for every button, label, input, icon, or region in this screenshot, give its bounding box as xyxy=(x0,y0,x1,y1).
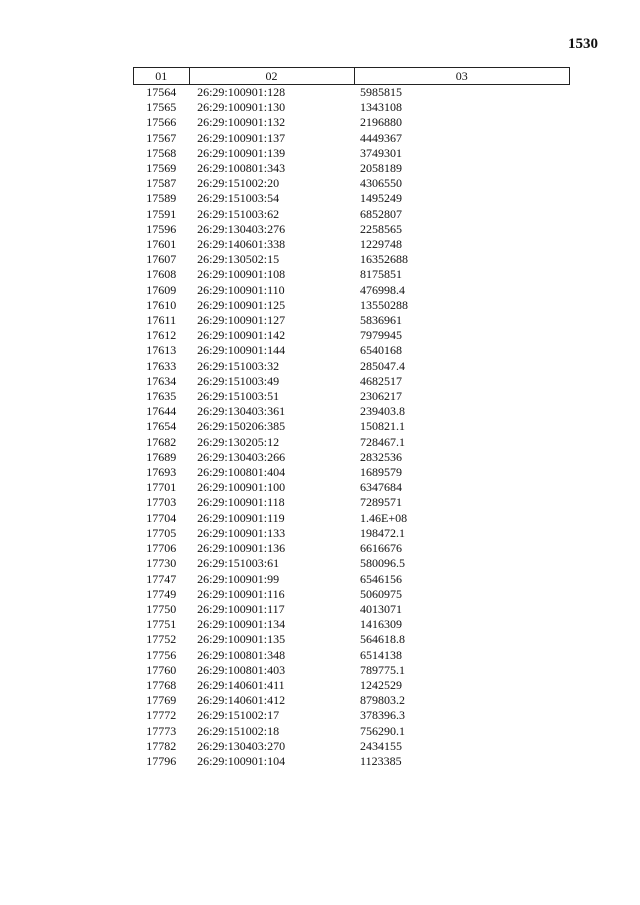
cell-id: 17749 xyxy=(146,586,177,601)
cell-value: 239403.8 xyxy=(360,404,406,419)
table-row xyxy=(134,298,570,313)
cell-value: 2832536 xyxy=(360,449,403,464)
cell-cadastral-number: 26:29:151002:18 xyxy=(197,723,280,738)
cell-id: 17591 xyxy=(146,206,177,221)
cell-id: 17633 xyxy=(146,358,177,373)
cell-id: 17689 xyxy=(146,449,177,464)
cell-value: 5985815 xyxy=(360,85,403,99)
cell-cadastral-number: 26:29:151002:20 xyxy=(197,176,280,191)
cell-id: 17612 xyxy=(146,328,177,343)
cell-value: 3749301 xyxy=(360,145,403,160)
table-row xyxy=(134,131,570,146)
table-row xyxy=(134,374,570,389)
cell-id: 17567 xyxy=(146,130,177,145)
cell-cadastral-number: 26:29:100901:117 xyxy=(197,601,285,616)
cell-value: 6514138 xyxy=(360,647,403,662)
table-row xyxy=(134,146,570,161)
cell-cadastral-number: 26:29:130403:266 xyxy=(197,449,286,464)
cell-id: 17607 xyxy=(146,252,177,267)
cell-value: 1343108 xyxy=(360,100,403,115)
cell-id: 17750 xyxy=(146,601,177,616)
table-row xyxy=(134,511,570,526)
cell-value: 198472.1 xyxy=(360,525,406,540)
table-row xyxy=(134,480,570,495)
table-row xyxy=(134,541,570,556)
cell-value: 7289571 xyxy=(360,495,403,510)
cell-value: 1229748 xyxy=(360,237,403,252)
table-row xyxy=(134,283,570,298)
cell-cadastral-number: 26:29:100901:108 xyxy=(197,267,286,282)
table-row xyxy=(134,739,570,754)
cell-value: 789775.1 xyxy=(360,662,406,677)
cell-value: 1495249 xyxy=(360,191,403,206)
cell-value: 8175851 xyxy=(360,267,403,282)
cell-id: 17756 xyxy=(146,647,177,662)
cell-cadastral-number: 26:29:100801:404 xyxy=(197,465,286,480)
cell-cadastral-number: 26:29:100901:119 xyxy=(197,510,285,525)
cell-id: 17610 xyxy=(146,297,177,312)
table-row xyxy=(134,222,570,237)
table-row xyxy=(134,465,570,480)
cell-cadastral-number: 26:29:100801:348 xyxy=(197,647,286,662)
cell-id: 17682 xyxy=(146,434,177,449)
cell-id: 17596 xyxy=(146,221,177,236)
cell-value: 5836961 xyxy=(360,313,403,328)
cell-value: 150821.1 xyxy=(360,419,406,434)
table-row xyxy=(134,587,570,602)
cell-value: 5060975 xyxy=(360,586,403,601)
data-table xyxy=(133,67,570,769)
cell-id: 17634 xyxy=(146,373,177,388)
cell-id: 17760 xyxy=(146,662,177,677)
table-row xyxy=(134,648,570,663)
cell-id: 17706 xyxy=(146,541,177,556)
cell-value: 756290.1 xyxy=(360,723,406,738)
cell-value: 2258565 xyxy=(360,221,403,236)
cell-value: 6540168 xyxy=(360,343,403,358)
cell-value: 6852807 xyxy=(360,206,403,221)
table-row xyxy=(134,161,570,176)
table-row xyxy=(134,85,570,101)
cell-id: 17701 xyxy=(146,480,177,495)
table-row xyxy=(134,313,570,328)
cell-value: 879803.2 xyxy=(360,693,406,708)
cell-id: 17601 xyxy=(146,237,177,252)
cell-cadastral-number: 26:29:100901:99 xyxy=(197,571,280,586)
cell-cadastral-number: 26:29:140601:411 xyxy=(197,677,285,692)
table-row xyxy=(134,708,570,723)
cell-id: 17751 xyxy=(146,617,177,632)
cell-cadastral-number: 26:29:151003:62 xyxy=(197,206,280,221)
cell-cadastral-number: 26:29:151003:61 xyxy=(197,556,280,571)
cell-value: 580096.5 xyxy=(360,556,406,571)
cell-id: 17769 xyxy=(146,693,177,708)
cell-id: 17782 xyxy=(146,738,177,753)
cell-id: 17611 xyxy=(146,313,177,328)
cell-cadastral-number: 26:29:140601:338 xyxy=(197,237,286,252)
table-row xyxy=(134,663,570,678)
cell-cadastral-number: 26:29:100901:137 xyxy=(197,130,286,145)
cell-value: 1689579 xyxy=(360,465,403,480)
table-row xyxy=(134,724,570,739)
cell-value: 4682517 xyxy=(360,373,403,388)
cell-cadastral-number: 26:29:100901:134 xyxy=(197,617,286,632)
cell-cadastral-number: 26:29:151003:32 xyxy=(197,358,280,373)
cell-cadastral-number: 26:29:130205:12 xyxy=(197,434,280,449)
table-row xyxy=(134,359,570,374)
table-row xyxy=(134,100,570,115)
cell-cadastral-number: 26:29:150206:385 xyxy=(197,419,286,434)
table-row xyxy=(134,237,570,252)
cell-value: 16352688 xyxy=(360,252,409,267)
cell-id: 17608 xyxy=(146,267,177,282)
cell-cadastral-number: 26:29:100901:142 xyxy=(197,328,286,343)
cell-cadastral-number: 26:29:100901:139 xyxy=(197,145,286,160)
cell-cadastral-number: 26:29:100801:403 xyxy=(197,662,286,677)
cell-value: 6347684 xyxy=(360,480,403,495)
cell-value: 564618.8 xyxy=(360,632,406,647)
cell-id: 17635 xyxy=(146,389,177,404)
table-row xyxy=(134,693,570,708)
cell-id: 17609 xyxy=(146,282,177,297)
table-row xyxy=(134,419,570,434)
cell-cadastral-number: 26:29:100901:116 xyxy=(197,586,285,601)
cell-cadastral-number: 26:29:151003:54 xyxy=(197,191,280,206)
cell-cadastral-number: 26:29:100901:128 xyxy=(197,85,286,99)
cell-cadastral-number: 26:29:100901:130 xyxy=(197,100,286,115)
cell-value: 13550288 xyxy=(360,297,409,312)
table-row xyxy=(134,343,570,358)
cell-cadastral-number: 26:29:100901:100 xyxy=(197,480,286,495)
table-row xyxy=(134,252,570,267)
column-header-02: 02 xyxy=(189,68,354,85)
cell-id: 17704 xyxy=(146,510,177,525)
cell-cadastral-number: 26:29:151003:49 xyxy=(197,373,280,388)
cell-id: 17613 xyxy=(146,343,177,358)
cell-id: 17703 xyxy=(146,495,177,510)
table-row xyxy=(134,632,570,647)
cell-cadastral-number: 26:29:100901:125 xyxy=(197,297,286,312)
cell-value: 728467.1 xyxy=(360,434,406,449)
cell-id: 17768 xyxy=(146,677,177,692)
cell-value: 4449367 xyxy=(360,130,403,145)
cell-id: 17747 xyxy=(146,571,177,586)
page-number: 1530 xyxy=(568,36,598,52)
cell-id: 17569 xyxy=(146,161,177,176)
table-row xyxy=(134,328,570,343)
cell-value: 1242529 xyxy=(360,677,403,692)
table-header-row xyxy=(134,68,570,85)
table-row xyxy=(134,602,570,617)
table-row xyxy=(134,267,570,282)
cell-id: 17565 xyxy=(146,100,177,115)
cell-value: 2196880 xyxy=(360,115,403,130)
table-row xyxy=(134,389,570,404)
cell-cadastral-number: 26:29:100901:132 xyxy=(197,115,286,130)
cell-value: 7979945 xyxy=(360,328,403,343)
cell-value: 1.46E+08 xyxy=(360,510,408,525)
cell-cadastral-number: 26:29:130403:270 xyxy=(197,738,286,753)
cell-id: 17587 xyxy=(146,176,177,191)
cell-id: 17772 xyxy=(146,708,177,723)
cell-value: 1416309 xyxy=(360,617,403,632)
cell-value: 2306217 xyxy=(360,389,403,404)
table-row xyxy=(134,754,570,769)
cell-value: 1123385 xyxy=(360,753,402,768)
cell-cadastral-number: 26:29:100901:133 xyxy=(197,525,286,540)
cell-id: 17796 xyxy=(146,753,177,768)
cell-cadastral-number: 26:29:100901:104 xyxy=(197,753,286,768)
cell-id: 17654 xyxy=(146,419,177,434)
column-header-03: 03 xyxy=(354,68,569,85)
cell-cadastral-number: 26:29:130403:361 xyxy=(197,404,286,419)
cell-value: 2434155 xyxy=(360,738,403,753)
cell-id: 17644 xyxy=(146,404,177,419)
cell-id: 17566 xyxy=(146,115,177,130)
cell-cadastral-number: 26:29:100901:136 xyxy=(197,541,286,556)
table-row xyxy=(134,450,570,465)
table-row xyxy=(134,207,570,222)
cell-value: 378396.3 xyxy=(360,708,406,723)
cell-value: 6546156 xyxy=(360,571,403,586)
cell-cadastral-number: 26:29:100901:135 xyxy=(197,632,286,647)
cell-id: 17564 xyxy=(146,85,177,99)
table-row xyxy=(134,678,570,693)
cell-cadastral-number: 26:29:151003:51 xyxy=(197,389,280,404)
cell-value: 6616676 xyxy=(360,541,403,556)
cell-cadastral-number: 26:29:140601:412 xyxy=(197,693,286,708)
table-row xyxy=(134,495,570,510)
cell-id: 17693 xyxy=(146,465,177,480)
table-body xyxy=(134,85,570,770)
cell-value: 2058189 xyxy=(360,161,403,176)
cell-value: 285047.4 xyxy=(360,358,406,373)
cell-cadastral-number: 26:29:100901:144 xyxy=(197,343,286,358)
cell-id: 17752 xyxy=(146,632,177,647)
cell-cadastral-number: 26:29:100901:127 xyxy=(197,313,286,328)
cell-value: 4306550 xyxy=(360,176,403,191)
table-row xyxy=(134,404,570,419)
cell-cadastral-number: 26:29:100901:110 xyxy=(197,282,285,297)
cell-id: 17589 xyxy=(146,191,177,206)
column-header-01: 01 xyxy=(134,68,190,85)
table-row xyxy=(134,556,570,571)
table-row xyxy=(134,526,570,541)
cell-value: 476998.4 xyxy=(360,282,406,297)
table-row xyxy=(134,115,570,130)
cell-id: 17705 xyxy=(146,525,177,540)
table-row xyxy=(134,191,570,206)
cell-cadastral-number: 26:29:100901:118 xyxy=(197,495,285,510)
table-row xyxy=(134,572,570,587)
cell-cadastral-number: 26:29:130502:15 xyxy=(197,252,280,267)
cell-id: 17568 xyxy=(146,145,177,160)
table-row xyxy=(134,435,570,450)
cell-cadastral-number: 26:29:100801:343 xyxy=(197,161,286,176)
cell-id: 17730 xyxy=(146,556,177,571)
cell-cadastral-number: 26:29:151002:17 xyxy=(197,708,280,723)
table-row xyxy=(134,176,570,191)
cell-id: 17773 xyxy=(146,723,177,738)
cell-cadastral-number: 26:29:130403:276 xyxy=(197,221,286,236)
cell-value: 4013071 xyxy=(360,601,403,616)
table-row xyxy=(134,617,570,632)
